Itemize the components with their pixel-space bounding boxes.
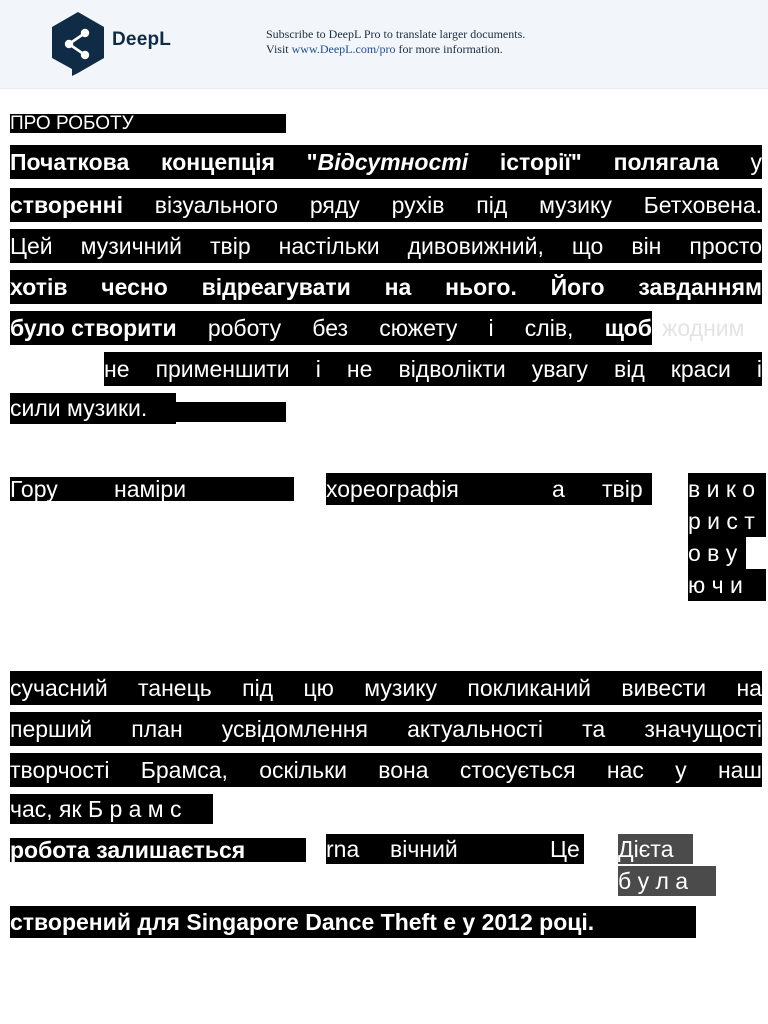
word: завданням: [638, 274, 762, 300]
word: rna: [326, 836, 360, 862]
word: під: [476, 192, 508, 218]
deepl-banner: [0, 0, 768, 89]
word: Його: [550, 274, 605, 300]
word: роботу: [207, 315, 282, 341]
promo-text: [266, 27, 525, 57]
p3-line-4: [10, 794, 213, 824]
word: план: [131, 716, 183, 742]
line-text: сили музики.: [10, 395, 148, 421]
p2-col-3-line-1: [688, 473, 766, 505]
brand-name: DeepL: [112, 29, 172, 50]
word: применшити: [155, 356, 290, 382]
word: актуальності: [407, 716, 544, 742]
word: щоб: [604, 315, 652, 341]
word: Це: [550, 836, 580, 862]
word: дивовижний,: [407, 233, 544, 259]
word: слів,: [524, 315, 574, 341]
p3-line-6: [10, 906, 696, 938]
word: Цей: [10, 233, 53, 259]
p2-col-2: [326, 473, 652, 505]
word: Дієта: [618, 836, 674, 862]
word: увагу: [531, 356, 588, 382]
p3-line-5-grey-2: [618, 866, 716, 896]
word: музику: [539, 192, 612, 218]
line-text: час, як Б р а м с: [10, 796, 182, 822]
promo-visit: Visit: [266, 42, 289, 56]
word: хотів: [10, 274, 68, 300]
phrase: робота залишається: [10, 837, 246, 863]
word: під: [242, 675, 274, 701]
p1-line-7-tail: [176, 402, 286, 422]
p2-col-1: [10, 477, 294, 501]
p1-line-6: [104, 352, 762, 386]
section-heading: [10, 114, 286, 133]
word: полягала: [613, 149, 719, 175]
word: вічний: [390, 836, 458, 862]
promo-rest: for more information.: [398, 42, 503, 56]
word: твір: [210, 233, 251, 259]
p1-line-2: [10, 188, 762, 222]
word: у: [675, 757, 687, 783]
word: сюжету: [379, 315, 458, 341]
word: наміри: [114, 476, 187, 502]
deepl-logo-icon: [50, 11, 106, 77]
quote-mark: ": [306, 149, 318, 175]
word: оскільки: [259, 757, 348, 783]
p2-col-3-line-2: [688, 505, 766, 537]
word: відволікти: [398, 356, 506, 382]
word: покликаний: [467, 675, 592, 701]
word: що: [571, 233, 604, 259]
word: музичний: [80, 233, 182, 259]
p1-line-7: [10, 393, 176, 424]
word: було створити: [10, 315, 177, 341]
word: танець: [138, 675, 212, 701]
word: вона: [378, 757, 429, 783]
p3-line-5-grey: [618, 834, 693, 864]
word: на: [384, 274, 412, 300]
word: нас: [606, 757, 644, 783]
word: чесно: [101, 274, 168, 300]
word: творчості: [10, 757, 110, 783]
p2-col-3-line-4: [688, 569, 766, 601]
word: перший: [10, 716, 93, 742]
word: настільки: [278, 233, 380, 259]
word: історії": [499, 149, 582, 175]
word: концепція: [161, 149, 275, 175]
word: Початкова: [10, 149, 130, 175]
word-fragment: р и с т: [688, 508, 755, 534]
p3-line-3: [10, 753, 762, 787]
word: візуального: [154, 192, 279, 218]
italic-phrase: [307, 145, 468, 179]
word: і: [315, 356, 321, 382]
word-fragment: о в у: [688, 540, 738, 566]
p3-line-5-b: [326, 834, 584, 864]
word: не: [104, 356, 130, 382]
word: усвідомлення: [221, 716, 368, 742]
word: стосується: [459, 757, 576, 783]
word: сучасний: [10, 675, 108, 701]
word: а: [552, 476, 565, 502]
word: краси: [670, 356, 731, 382]
word: твір: [602, 476, 643, 502]
word: і: [756, 356, 762, 382]
word: музику: [364, 675, 438, 701]
word: б у л а: [618, 868, 689, 894]
faded-word: жодним: [662, 315, 745, 341]
word: на: [736, 675, 762, 701]
word: ряду: [309, 192, 360, 218]
heading-text: ПРО РОБОТУ: [10, 113, 134, 134]
word: не: [346, 356, 373, 382]
word: створенні: [10, 192, 123, 218]
word: у: [750, 149, 762, 175]
word: хореографія: [326, 476, 459, 502]
word: просто: [689, 233, 762, 259]
p1-line-5: [10, 311, 652, 345]
p3-line-1: [10, 671, 762, 705]
promo-line-1: Subscribe to DeepL Pro to translate larger documents.: [266, 27, 526, 41]
line-text: створений для Singapore Dance Theft e у 2012 році.: [10, 909, 595, 935]
p3-line-2: [10, 712, 762, 746]
word: і: [488, 315, 494, 341]
word: наш: [717, 757, 762, 783]
word: Брамса,: [140, 757, 228, 783]
word: нього.: [445, 274, 517, 300]
word-fragment: в и к о: [688, 476, 756, 502]
word: відреагувати: [201, 274, 351, 300]
word: він: [631, 233, 662, 259]
word: Бетховена.: [643, 192, 762, 218]
p2-col-3-line-3: [688, 537, 746, 569]
word: вивести: [621, 675, 707, 701]
word: рухів: [391, 192, 445, 218]
word: цю: [303, 675, 334, 701]
deepl-pro-link[interactable]: www.DeepL.com/pro: [291, 42, 396, 56]
word: та: [582, 716, 606, 742]
word: Відсутності: [317, 149, 469, 175]
word: без: [312, 315, 349, 341]
word-fragment: ю ч и: [688, 572, 743, 598]
word: значущості: [644, 716, 762, 742]
p1-line-1: [10, 145, 762, 179]
p1-line-3: [10, 229, 762, 263]
word: Гору: [10, 476, 58, 502]
p3-line-5-a: [10, 838, 306, 862]
p1-line-4: [10, 270, 762, 304]
word: від: [613, 356, 645, 382]
